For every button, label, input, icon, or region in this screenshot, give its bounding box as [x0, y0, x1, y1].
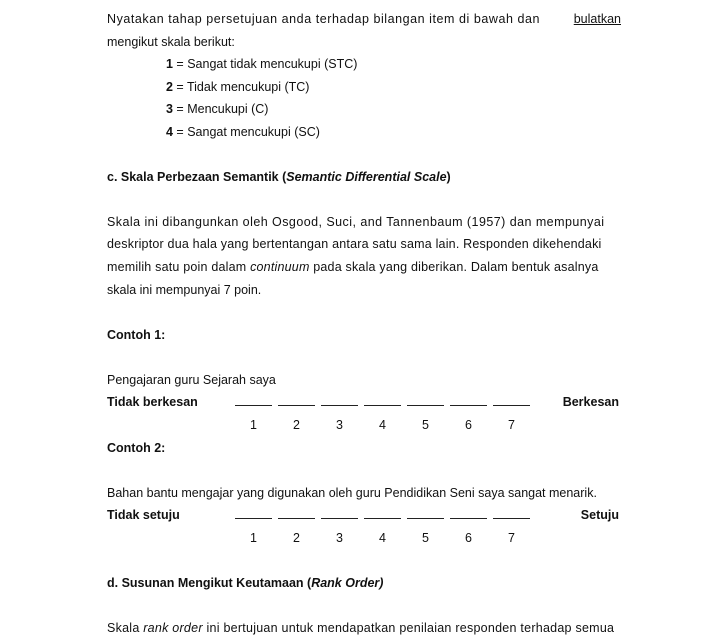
example-2-blanks: [235, 507, 536, 523]
section-d-heading: [107, 575, 383, 591]
scale-point: 7: [508, 531, 515, 545]
scale-number: 2: [166, 80, 173, 94]
example-2-statement: Bahan bantu mengajar yang digunakan oleh guru Pendidikan Seni saya sangat menarik.: [107, 486, 597, 500]
scale-point: 3: [336, 418, 343, 432]
blank-line[interactable]: [321, 395, 358, 406]
scale-point: 6: [465, 418, 472, 432]
example-1-blanks: [235, 394, 536, 410]
paragraph-line: Skala ini dibangunkan oleh Osgood, Suci, and Tannenbaum (1957) dan mempunyai: [107, 215, 605, 229]
blank-line[interactable]: [407, 395, 444, 406]
intro-text: Nyatakan tahap persetujuan anda terhadap bilangan item di bawah dan: [107, 12, 540, 26]
heading-text: d. Susunan Mengikut Keutamaan (: [107, 576, 312, 590]
section-c-heading: [107, 169, 451, 185]
blank-line[interactable]: [235, 395, 272, 406]
heading-italic: Rank Order): [311, 576, 384, 590]
paragraph-text: pada skala yang diberikan. Dalam bentuk asalnya: [313, 260, 599, 274]
blank-line[interactable]: [278, 508, 315, 519]
blank-line[interactable]: [321, 508, 358, 519]
scale-point: 7: [508, 418, 515, 432]
scale-text: = Sangat tidak mencukupi (STC): [172, 57, 358, 71]
scale-number: 1: [166, 57, 173, 71]
heading-italic: Semantic Differential Scale: [286, 170, 447, 184]
scale-point: 2: [293, 531, 300, 545]
heading-text: c. Skala Perbezaan Semantik (: [107, 170, 287, 184]
scale-point: 3: [336, 531, 343, 545]
scale-item: [166, 101, 268, 117]
example-2-left-label: Tidak setuju: [107, 508, 180, 522]
scale-point: 1: [250, 418, 257, 432]
paragraph-text: Skala: [107, 621, 140, 635]
example-1-title: Contoh 1:: [107, 328, 166, 342]
scale-item: [166, 124, 320, 140]
scale-point: 1: [250, 531, 257, 545]
blank-line[interactable]: [407, 508, 444, 519]
blank-line[interactable]: [493, 395, 530, 406]
example-2-scale-numbers: [235, 530, 535, 546]
example-1-scale-numbers: [235, 417, 535, 433]
paragraph-line: [107, 259, 599, 275]
paragraph-line: deskriptor dua hala yang bertentangan antara satu sama lain. Responden dikehendaki: [107, 237, 602, 251]
scale-number: 3: [166, 102, 173, 116]
scale-item: [166, 56, 357, 72]
heading-text: ): [446, 170, 451, 184]
example-1-right-label: Berkesan: [562, 395, 619, 409]
example-2-title: Contoh 2:: [107, 441, 166, 455]
example-1-left-label: Tidak berkesan: [107, 395, 198, 409]
scale-number: 4: [166, 125, 173, 139]
example-1-statement: Pengajaran guru Sejarah saya: [107, 373, 276, 387]
example-2-right-label: Setuju: [580, 508, 619, 522]
blank-line[interactable]: [493, 508, 530, 519]
underlined-word: bulatkan: [573, 12, 621, 26]
blank-line[interactable]: [278, 395, 315, 406]
blank-line[interactable]: [235, 508, 272, 519]
paragraph-line: [107, 620, 614, 636]
intro-line-1: [107, 11, 621, 27]
scale-point: 6: [465, 531, 472, 545]
paragraph-italic: rank order: [143, 621, 203, 635]
paragraph-text: ini bertujuan untuk mendapatkan penilaian responden terhadap semua: [206, 621, 615, 635]
paragraph-text: memilih satu poin dalam: [107, 260, 247, 274]
paragraph-line: skala ini mempunyai 7 poin.: [107, 283, 262, 297]
scale-text: = Tidak mencukupi (TC): [172, 80, 310, 94]
blank-line[interactable]: [450, 395, 487, 406]
scale-point: 2: [293, 418, 300, 432]
scale-point: 5: [422, 531, 429, 545]
scale-point: 5: [422, 418, 429, 432]
scale-point: 4: [379, 531, 386, 545]
scale-text: = Sangat mencukupi (SC): [172, 125, 320, 139]
blank-line[interactable]: [364, 395, 401, 406]
intro-line-2: mengikut skala berikut:: [107, 35, 235, 49]
blank-line[interactable]: [450, 508, 487, 519]
scale-point: 4: [379, 418, 386, 432]
blank-line[interactable]: [364, 508, 401, 519]
paragraph-italic: continuum: [250, 260, 310, 274]
scale-item: [166, 79, 309, 95]
scale-text: = Mencukupi (C): [172, 102, 269, 116]
